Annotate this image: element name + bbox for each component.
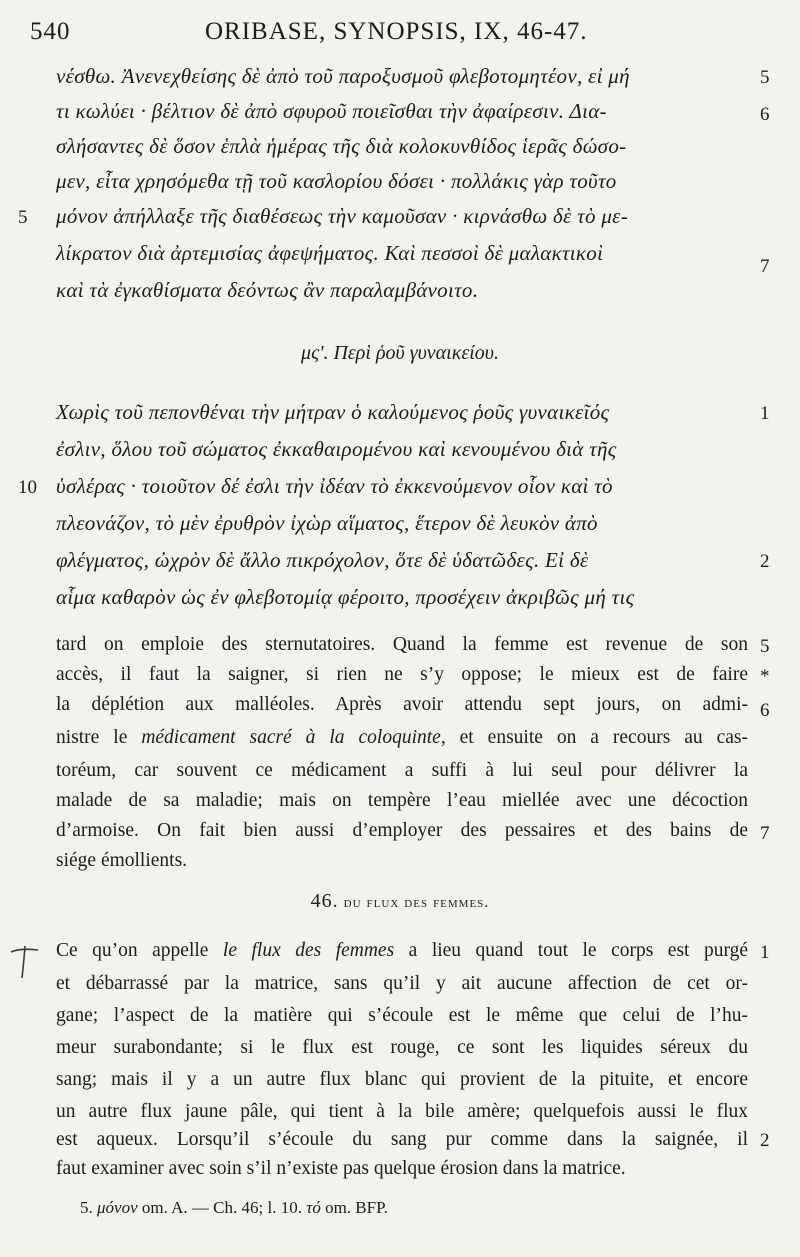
french-line: nistre le médicament sacré à la coloquinte, et ensuite on a recours au cas- [56,727,748,748]
line-number: 5 [18,207,28,228]
french-line: et débarrassé par la matrice, sans qu’il y ait aucune affection de cet or- [56,973,748,994]
french-line: est aqueux. Lorsqu’il s’écoule du sang pur comme dans la saignée, il [56,1129,748,1150]
french-line: malade de sa maladie; mais on tempère l’eau miellée avec une décoction [56,790,748,811]
greek-chapter-heading: μς'. Περὶ ῥοῦ γυναικείου. [301,342,499,364]
french-line: tard on emploie des sternutatoires. Quand la femme est revenue de son [56,634,748,655]
french-line: faut examiner avec soin s’il n’existe pas quelque érosion dans la matrice. [56,1158,626,1179]
greek-line: σλήσαντες δὲ ὅσον ἑπλὰ ἡμέρας τῆς διὰ κολοκυνθίδος ἱερᾶς δώσο- [56,134,627,158]
greek-line: καὶ τὰ ἐγκαθίσματα δεόντως ἂν παραλαμβάνοιτο. [56,278,479,302]
italic-title: médicament sacré à la coloquinte [141,727,441,748]
paragraph-number: 5 [760,67,770,88]
greek-line: ὑσλέρας · τοιοῦτον δέ ἐσλι τὴν ἰδέαν τὸ ἐκκενούμενον οἷον καὶ τὸ [56,474,613,498]
greek-line: φλέγματος, ὠχρὸν δὲ ἄλλο πικρόχολον, ὅτε δὲ ὑδατῶδες. Εἰ δὲ [56,548,589,572]
paragraph-number: 7 [760,256,770,277]
page-number: 540 [30,18,71,45]
italic-term: le flux des femmes [222,940,395,961]
french-line: gane; l’aspect de la matière qui s’écoule est le même que celui de l’hu- [56,1005,748,1026]
paragraph-number: 6 [760,700,770,721]
margin-mark: * [760,666,770,687]
greek-line: Χωρὶς τοῦ πεπονθέναι τὴν μήτραν ὁ καλούμενος ῥοῦς γυναικεῖός [56,400,610,424]
greek-line: νέσθω. Ἀνενεχθείσης δὲ ἀπὸ τοῦ παροξυσμοῦ φλεβοτομητέον, εἰ μή [56,64,630,88]
greek-line: μεν, εἶτα χρησόμεθα τῇ τοῦ κασλορίου δόσει · πολλάκις γὰρ τοῦτο [56,169,617,193]
greek-line: ἐσλιν, ὅλου τοῦ σώματος ἐκκαθαιρομένου καὶ κενουμένου διὰ τῆς [56,437,617,461]
greek-line: πλεονάζον, τὸ μὲν ἐρυθρὸν ἰχὼρ αἵματος, ἕτερον δὲ λευκὸν ἀπὸ [56,511,598,535]
greek-line: μόνον ἀπήλλαξε τῆς διαθέσεως τὴν καμοῦσαν · κιρνάσθω δὲ τὸ με- [56,204,629,228]
french-line: siége émollients. [56,850,188,871]
handwritten-cross-mark [8,940,42,980]
paragraph-number: 7 [760,823,770,844]
paragraph-number: 2 [760,551,770,572]
french-line: la déplétion aux malléoles. Après avoir attendu sept jours, on admi- [56,694,748,715]
chapter-title: du flux des femmes. [343,894,490,911]
greek-line: αἷμα καθαρὸν ὡς ἐν φλεβοτομίᾳ φέροιτο, προσέχειν ἀκριβῶς μή τις [56,585,635,609]
running-title: ORIBASE, SYNOPSIS, IX, 46-47. [205,18,588,45]
french-line: toréum, car souvent ce médicament a suffi à lui seul pour délivrer la [56,760,748,781]
french-line: sang; mais il y a un autre flux blanc qui provient de la pituite, et encore [56,1069,748,1090]
french-line: d’armoise. On fait bien aussi d’employer des pessaires et des bains de [56,820,748,841]
paragraph-number: 6 [760,104,770,125]
footnote: 5. μόνον om. A. — Ch. 46; l. 10. τό om. BFP. [80,1198,388,1217]
chapter-number: 46. [310,890,339,912]
french-line: un autre flux jaune pâle, qui tient à la bile amère; quelquefois aussi le flux [56,1101,748,1122]
line-number: 10 [18,477,37,498]
paragraph-number: 2 [760,1130,770,1151]
french-line: Ce qu’on appelle le flux des femmes a lieu quand tout le corps est purgé [56,940,748,961]
paragraph-number: 1 [760,942,770,963]
greek-line: λίκρατον διὰ ἀρτεμισίας ἀφεψήματος. Καὶ πεσσοὶ δὲ μαλακτικοὶ [56,241,604,265]
paragraph-number: 1 [760,403,770,424]
paragraph-number: 5 [760,636,770,657]
greek-line: τι κωλύει · βέλτιον δὲ ἀπὸ σφυροῦ ποιεῖσθαι τὴν ἀφαίρεσιν. Δια- [56,99,607,123]
french-line: meur surabondante; si le flux est rouge, ce sont les liquides séreux du [56,1037,748,1058]
french-line: accès, il faut la saigner, si rien ne s’y oppose; le mieux est de faire [56,664,748,685]
french-chapter-heading [0,890,800,913]
